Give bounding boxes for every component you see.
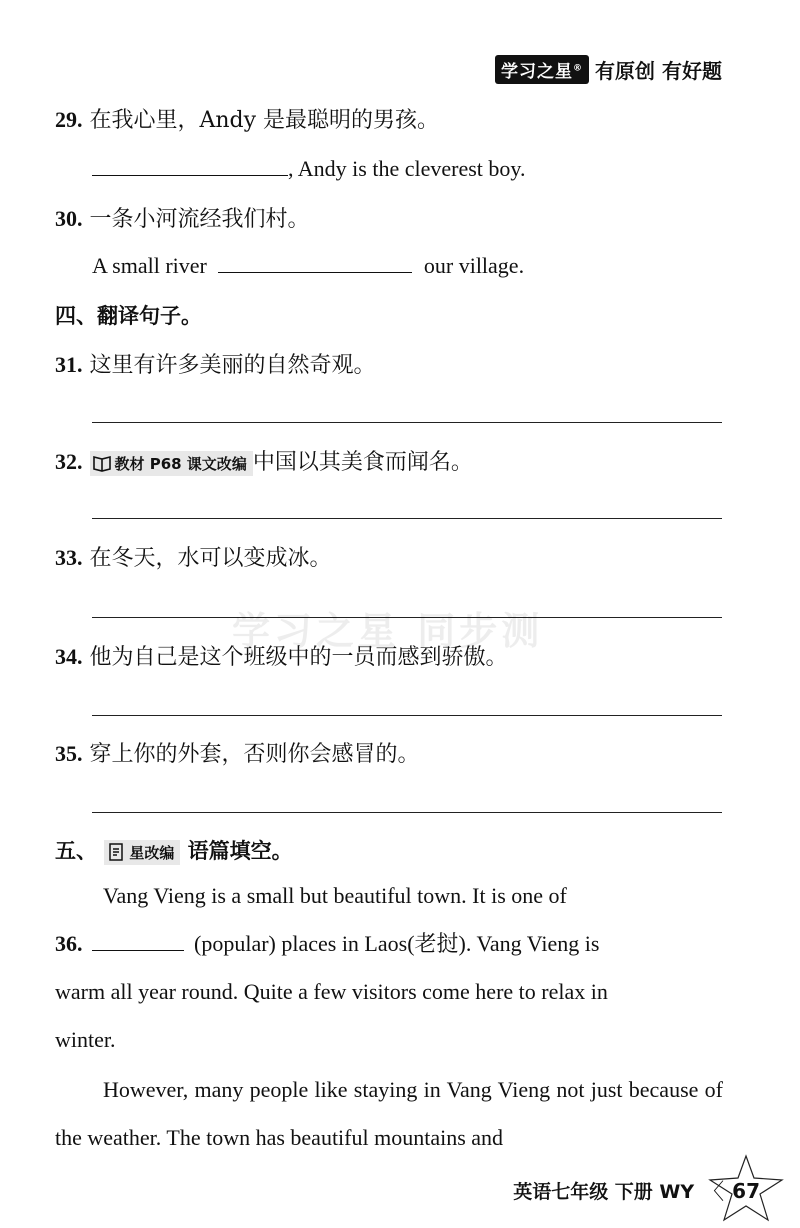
passage-line: warm all year round. Quite a few visitors come here to relax in bbox=[55, 979, 608, 1004]
section-4-title: 四、翻译句子。 bbox=[55, 304, 202, 328]
page-number: 67 bbox=[732, 1178, 760, 1203]
section-prefix: 五、 bbox=[55, 839, 97, 863]
section-5-title bbox=[55, 835, 293, 865]
answer-text-pre: A small river bbox=[92, 253, 207, 278]
passage-paragraph-1-line-3 bbox=[55, 968, 723, 1016]
question-prompt: 在我心里，Andy 是最聪明的男孩。 bbox=[89, 108, 440, 133]
question-number: 32. bbox=[55, 449, 83, 474]
brand-slogan: 有原创 有好题 bbox=[595, 59, 722, 83]
header-brand bbox=[495, 55, 722, 84]
adapted-tag-label: 星改编 bbox=[129, 843, 175, 862]
question-number: 33. bbox=[55, 545, 83, 570]
watermark: 学习之星 同步测 bbox=[232, 609, 544, 653]
question-34 bbox=[55, 640, 508, 671]
passage-blank-36[interactable] bbox=[92, 928, 184, 951]
question-35 bbox=[55, 737, 420, 768]
passage-paragraph-1 bbox=[55, 872, 723, 920]
footer-book-title: 英语七年级 下册 WY bbox=[513, 1181, 695, 1203]
book-icon bbox=[92, 454, 112, 472]
question-29-answer bbox=[92, 153, 525, 182]
blank-number: 36. bbox=[55, 931, 83, 956]
question-33 bbox=[55, 541, 332, 572]
question-30-answer bbox=[92, 250, 524, 279]
passage-paragraph-1-line-4 bbox=[55, 1016, 723, 1064]
question-number: 31. bbox=[55, 352, 83, 377]
question-31 bbox=[55, 348, 376, 379]
answer-text-post: our village. bbox=[423, 253, 525, 278]
section-title-text: 语篇填空。 bbox=[187, 839, 293, 863]
textbook-tag bbox=[90, 451, 253, 476]
footer bbox=[513, 1175, 760, 1206]
answer-blank[interactable] bbox=[218, 250, 412, 273]
question-30 bbox=[55, 202, 310, 233]
passage-line: (popular) places in Laos(老挝). Vang Vieng is bbox=[194, 931, 600, 956]
question-32 bbox=[55, 445, 473, 476]
passage-paragraph-1-line-2 bbox=[55, 920, 723, 968]
question-prompt: 这里有许多美丽的自然奇观。 bbox=[89, 353, 376, 378]
question-number: 29. bbox=[55, 107, 83, 132]
question-prompt: 穿上你的外套，否则你会感冒的。 bbox=[89, 742, 420, 767]
answer-blank[interactable] bbox=[92, 153, 288, 176]
question-prompt: 在冬天，水可以变成冰。 bbox=[89, 546, 332, 571]
question-prompt: 一条小河流经我们村。 bbox=[89, 207, 310, 232]
question-29 bbox=[55, 103, 439, 134]
answer-line-31[interactable] bbox=[92, 422, 722, 423]
passage-paragraph-2: However, many people like staying in Vang Vieng not just because of the weather. The town has beautiful mountains and bbox=[55, 1077, 723, 1150]
question-prompt: 他为自己是这个班级中的一员而感到骄傲。 bbox=[89, 645, 508, 670]
textbook-tag-label: 教材 P68 课文改编 bbox=[114, 454, 247, 473]
question-prompt: 中国以其美食而闻名。 bbox=[252, 450, 473, 475]
adapted-tag bbox=[104, 840, 180, 865]
answer-line-35[interactable] bbox=[92, 812, 722, 813]
answer-line-32[interactable] bbox=[92, 518, 722, 519]
question-number: 35. bbox=[55, 741, 83, 766]
brand-logo: 学习之星® bbox=[495, 55, 589, 84]
passage-line: Vang Vieng is a small but beautiful town. It is one of bbox=[103, 883, 567, 908]
question-number: 34. bbox=[55, 644, 83, 669]
answer-line-34[interactable] bbox=[92, 715, 722, 716]
chevron-left-icon: 〈 bbox=[702, 1180, 725, 1205]
document-icon bbox=[106, 843, 126, 861]
question-number: 30. bbox=[55, 206, 83, 231]
passage-line: winter. bbox=[55, 1027, 116, 1052]
answer-text: , Andy is the cleverest boy. bbox=[288, 156, 526, 181]
